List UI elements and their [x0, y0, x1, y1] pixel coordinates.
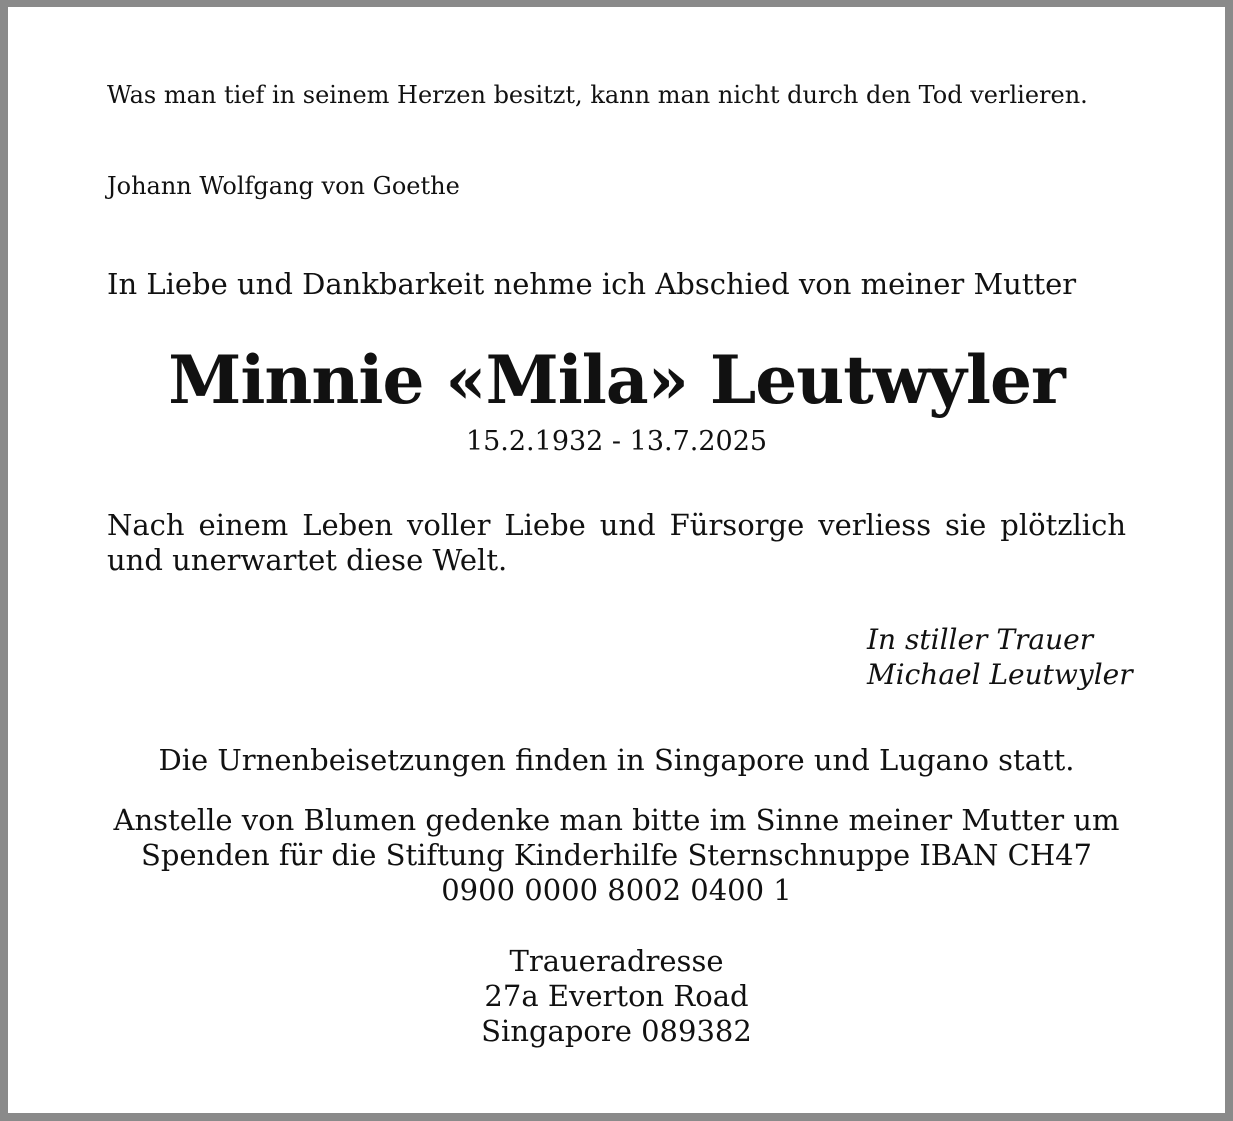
memorial-message: Nach einem Leben voller Liebe und Fürsorge verliess sie plötzlich und unerwartet diese Welt. [107, 508, 1126, 577]
funeral-info: Die Urnenbeisetzungen finden in Singapore und Lugano statt. [158, 743, 1075, 777]
mourning-address [107, 944, 1126, 1049]
donation-line-1: Anstelle von Blumen gedenke man bitte im Sinne meiner Mutter um [113, 803, 1120, 837]
quote-author: Johann Wolfgang von Goethe [107, 172, 460, 200]
donation-request [107, 803, 1126, 908]
intro-text: In Liebe und Dankbarkeit nehme ich Abschied von meiner Mutter [107, 267, 1077, 301]
address-label: Traueradresse [509, 944, 724, 978]
quote-text: Was man tief in seinem Herzen besitzt, kann man nicht durch den Tod verlieren. [107, 81, 1088, 109]
address-city: Singapore 089382 [481, 1014, 752, 1048]
signature-line-name: Michael Leutwyler [867, 658, 1133, 691]
life-dates: 15.2.1932 - 13.7.2025 [465, 426, 768, 457]
address-street: 27a Everton Road [484, 979, 749, 1013]
donation-line-3: 0900 0000 8002 0400 1 [441, 873, 792, 907]
donation-line-2: Spenden für die Stiftung Kinderhilfe Sternschnuppe IBAN CH47 [140, 838, 1093, 872]
signature-line-mourning: In stiller Trauer [867, 623, 1094, 656]
deceased-name: Minnie «Mila» Leutwyler [168, 341, 1065, 419]
signature-block [867, 622, 1157, 692]
